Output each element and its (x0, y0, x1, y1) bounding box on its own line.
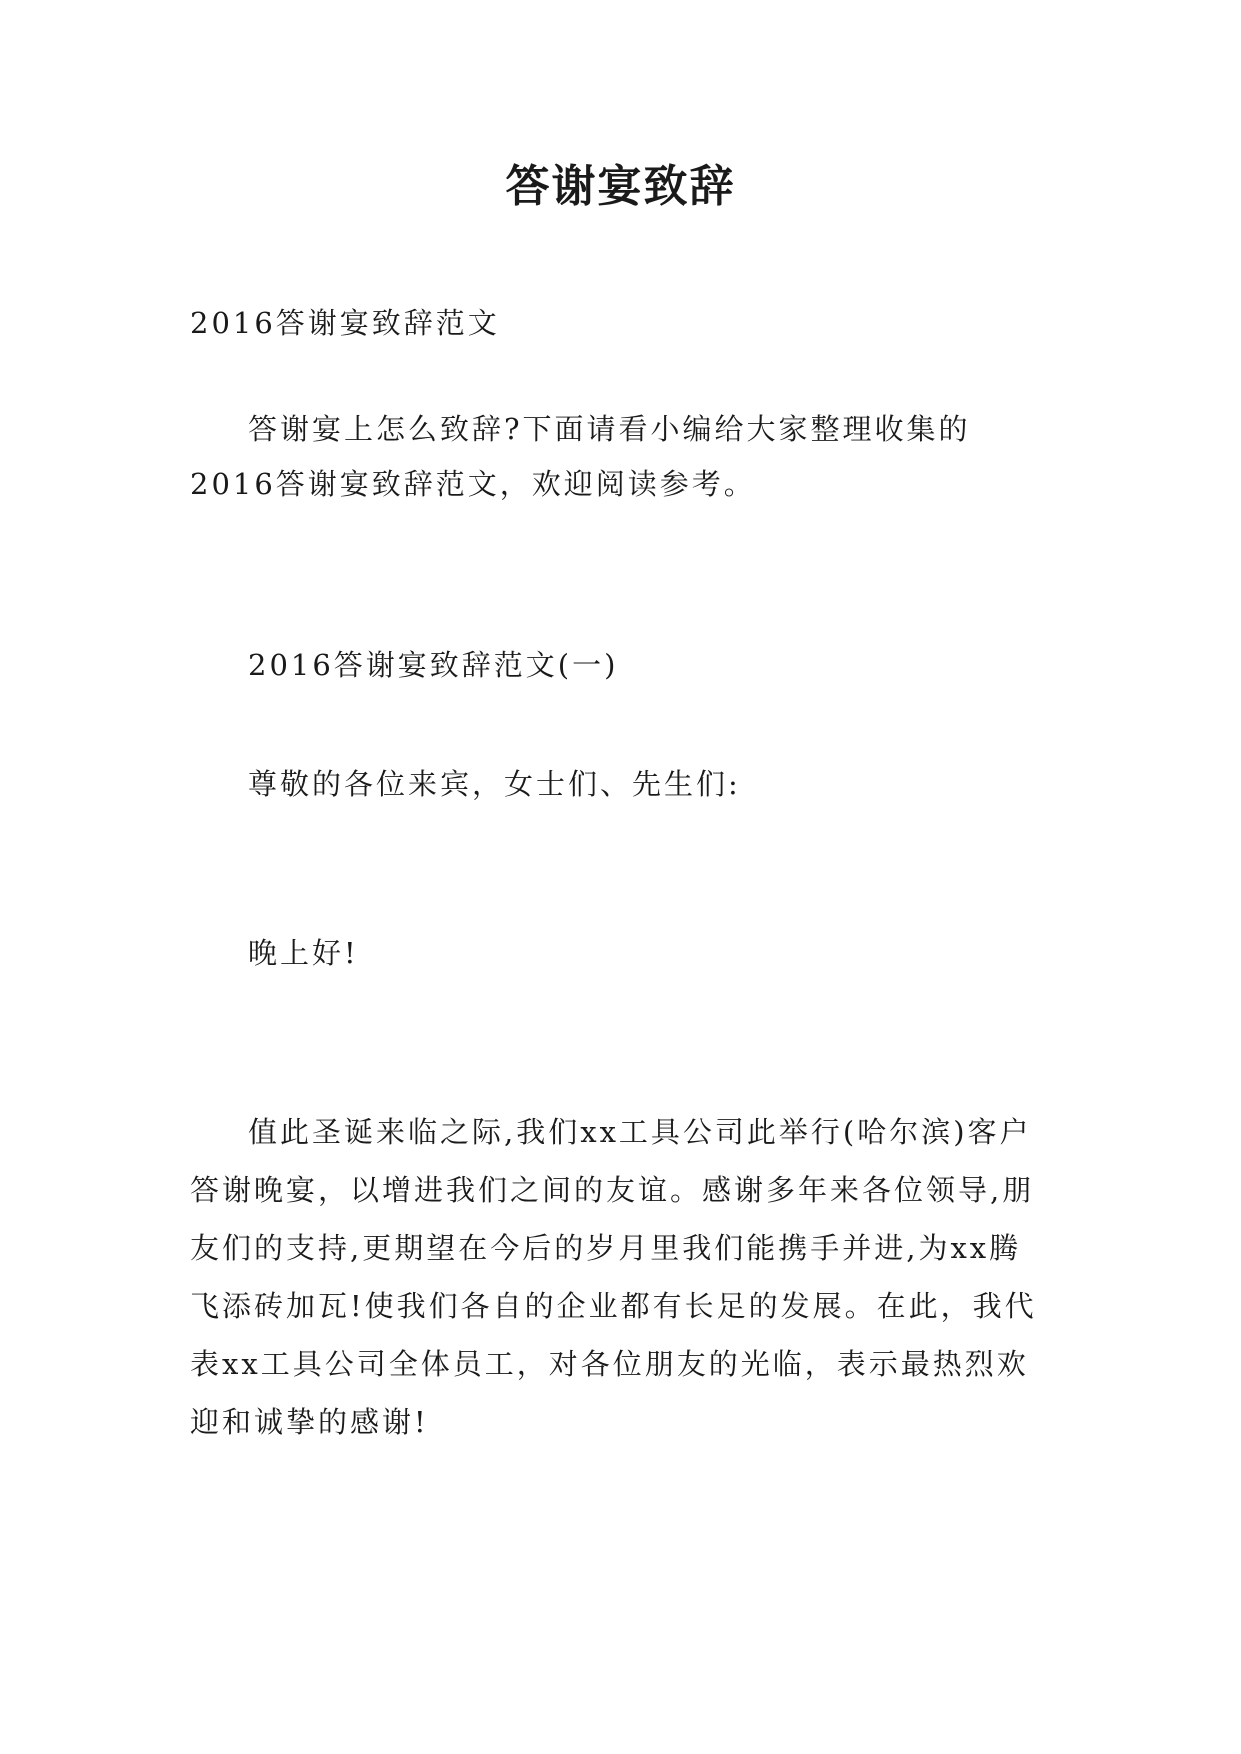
salutation: 尊敬的各位来宾，女士们、先生们: (248, 767, 741, 801)
document-subtitle: 2016答谢宴致辞范文 (190, 306, 500, 340)
section-heading: 2016答谢宴致辞范文(一) (248, 648, 619, 682)
body-paragraph: 值此圣诞来临之际,我们xx工具公司此举行(哈尔滨)客户答谢晚宴，以增进我们之间的友谊。感谢多年来各位领导,朋友们的支持,更期望在今后的岁月里我们能携手并进,为xx腾飞添砖加瓦!使我们各自的企业都有长足的发展。在此，我代表xx工具公司全体员工，对各位朋友的光临，表示最热烈欢迎和诚挚的感谢! (190, 1115, 1037, 1439)
greeting: 晚上好! (248, 936, 359, 970)
document-title: 答谢宴致辞 (505, 161, 736, 212)
intro-paragraph: 答谢宴上怎么致辞?下面请看小编给大家整理收集的2016答谢宴致辞范文，欢迎阅读参考。 (190, 412, 971, 502)
